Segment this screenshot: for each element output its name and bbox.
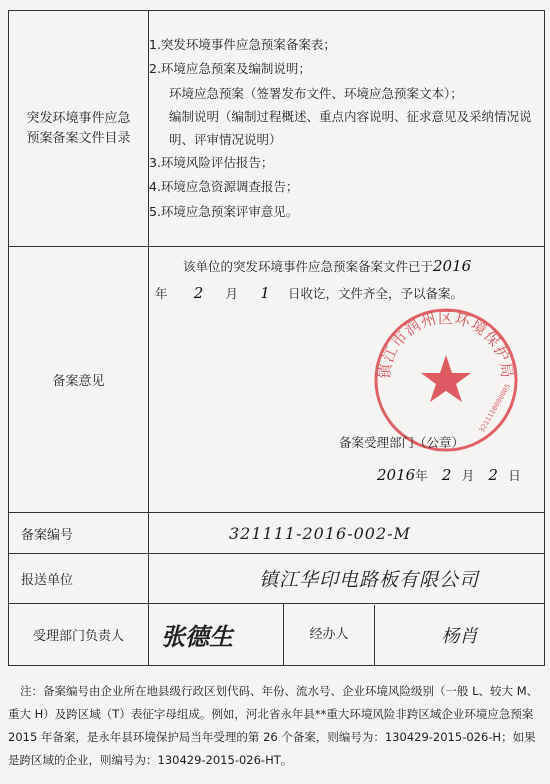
opinion-month-suffix: 月 — [225, 286, 239, 301]
responsible-label-cell — [9, 604, 149, 666]
submitting-unit-label-cell — [9, 554, 149, 604]
opinion-received-year: 2016 — [433, 257, 472, 275]
handler-signature: 杨肖 — [441, 625, 478, 647]
directory-item-5: 5.环境应急预案评审意见。 — [149, 203, 299, 219]
opinion-line-1 — [183, 257, 471, 275]
opinion-text-rest: 日收讫，文件齐全，予以备案。 — [288, 286, 464, 301]
filing-number-value: 321111-2016-002-M — [229, 523, 411, 543]
opinion-row — [9, 247, 545, 513]
responsible-label: 受理部门负责人 — [32, 629, 124, 644]
opinion-received-month: 2 — [193, 284, 204, 302]
opinion-sign-date: 2016年 2 月 2 日 — [377, 466, 521, 484]
submitting-unit-row — [9, 554, 545, 604]
opinion-dept: 备案受理部门（公章） — [339, 435, 465, 450]
filing-number-value-cell — [149, 513, 545, 554]
directory-items-cell — [149, 11, 545, 247]
opinion-label-cell — [9, 247, 149, 513]
seal-text: 镇江市润州区环境保护局 — [375, 308, 517, 380]
opinion-line-2 — [155, 284, 463, 302]
responsible-signature: 张德生 — [161, 622, 233, 651]
directory-label-cell — [9, 11, 149, 247]
directory-label: 突发环境事件应急预案备案文件目录 — [26, 110, 131, 146]
responsible-signature-cell — [149, 604, 284, 666]
opinion-text-prefix: 该单位的突发环境事件应急预案备案文件已于 — [183, 259, 434, 274]
opinion-content-cell — [149, 247, 545, 513]
footnote: 注：备案编号由企业所在地县级行政区划代码、年份、流水号、企业环境风险级别（一般 L、较大 M、重大 H）及跨区域（T）表征字母组成。例如，河北省永年县**重大环境风险非跨区域企业环境应急预案 2015 年备案，是永年县环境保护局当年受理的第 26 个备案，则编号为：130429-2015-026-H；如果是跨区域的企业，则编号为：130429-2015-026-HT。 — [8, 684, 539, 767]
directory-row — [9, 11, 545, 247]
sign-day: 2 — [488, 466, 498, 484]
handler-cell — [284, 604, 545, 666]
submitting-unit-label: 报送单位 — [21, 573, 74, 588]
filing-number-row — [9, 513, 545, 554]
filing-number-label: 备案编号 — [21, 527, 74, 543]
submitting-unit-value-cell — [149, 554, 545, 604]
directory-item-2b: 编制说明（编制过程概述、重点内容说明、征求意见及采纳情况说明、评审情况说明） — [169, 108, 532, 147]
opinion-label: 备案意见 — [52, 374, 105, 389]
filing-number-label-cell — [9, 513, 149, 554]
opinion-received-day: 1 — [260, 284, 270, 302]
directory-item-4: 4.环境应急资源调查报告； — [149, 179, 299, 195]
directory-item-2: 2.环境应急预案及编制说明； — [149, 61, 311, 77]
submitting-unit-value: 镇江华印电路板有限公司 — [259, 569, 480, 591]
opinion-year-suffix: 年 — [155, 286, 168, 301]
seal-code: 3211110000005 — [477, 382, 513, 434]
handler-label: 经办人 — [284, 605, 375, 665]
directory-item-1: 1.突发环境事件应急预案备案表； — [149, 36, 336, 52]
sign-month: 2 — [441, 466, 452, 484]
responsible-row — [9, 604, 545, 666]
sign-year: 2016 — [377, 466, 416, 484]
filing-form-table — [8, 10, 545, 666]
directory-item-3: 3.环境风险评估报告； — [149, 154, 274, 170]
directory-item-2a: 环境应急预案（签署发布文件、环境应急预案文本）； — [169, 85, 463, 101]
